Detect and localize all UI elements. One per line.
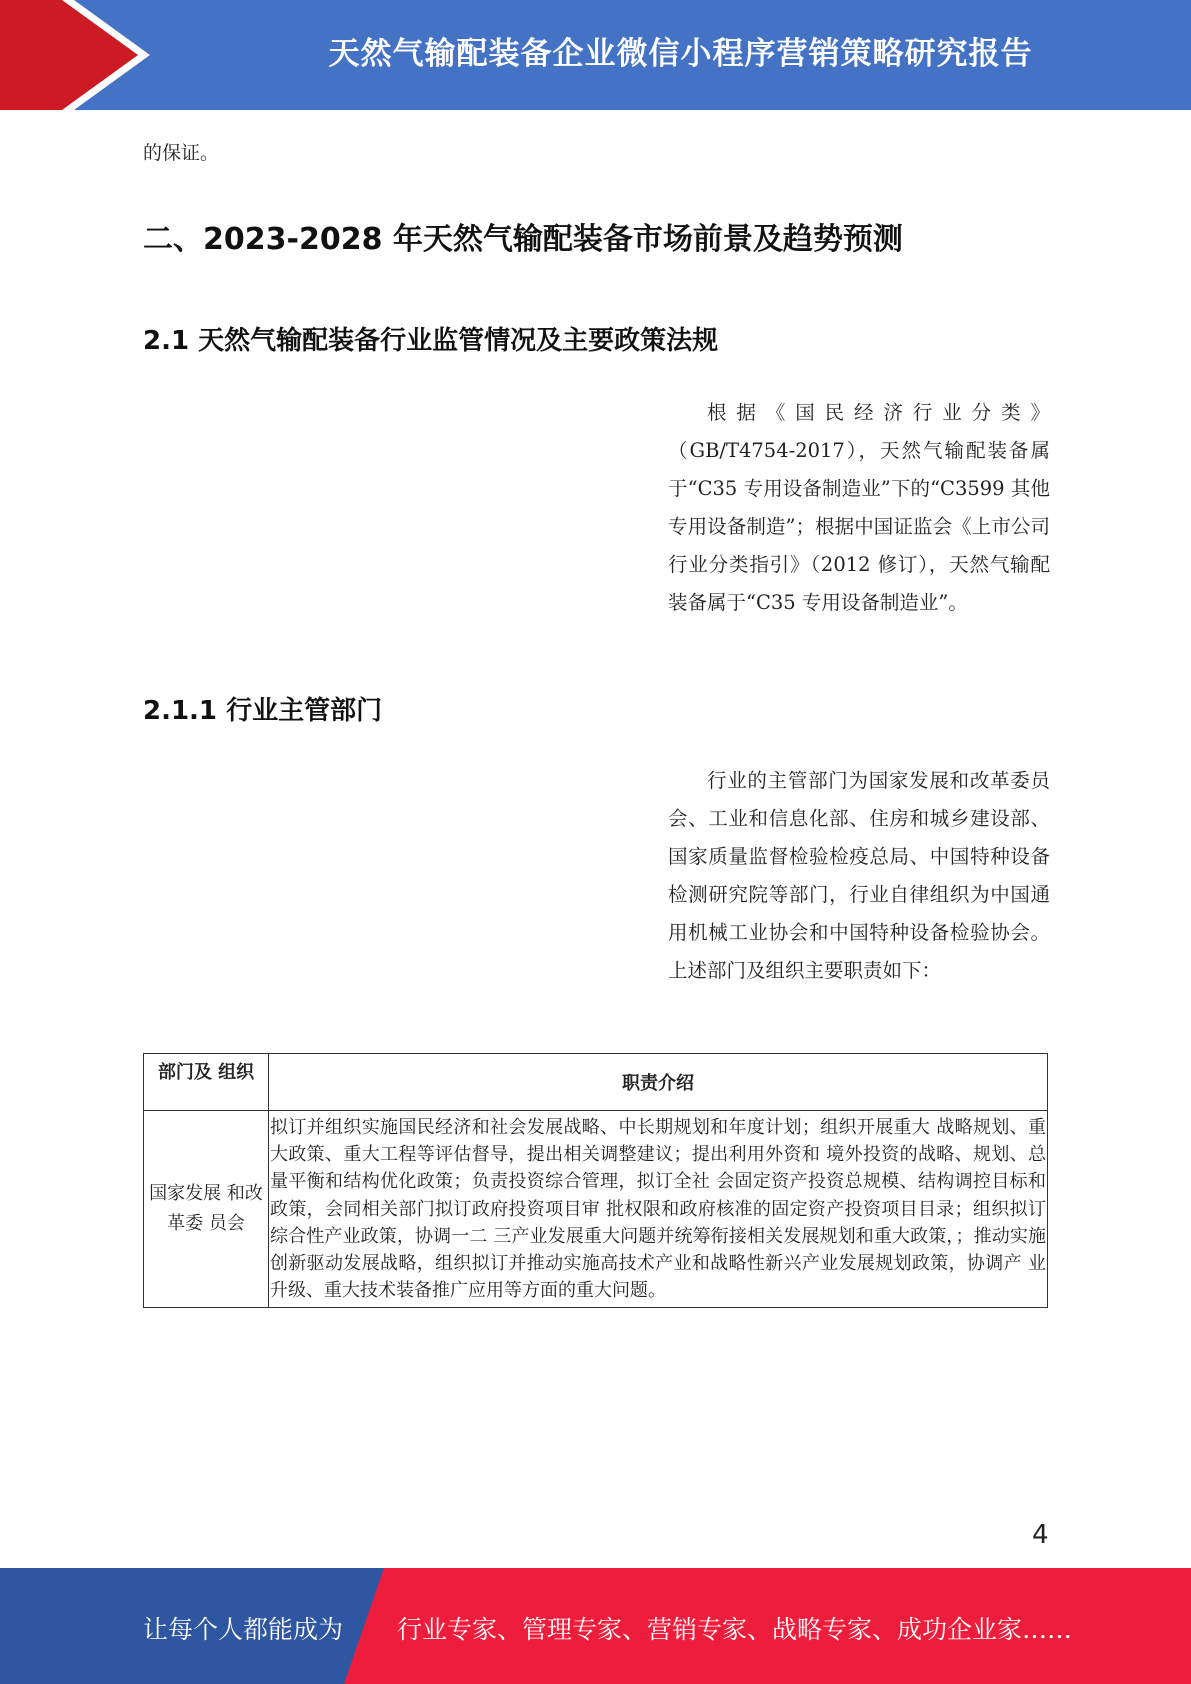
page-number: 4 <box>1032 1520 1049 1550</box>
responsibility-table <box>143 1053 1048 1308</box>
header-red-chevron-decoration <box>0 0 150 110</box>
footer-slogan-left: 让每个人都能成为 <box>143 1615 344 1644</box>
subsubsection-paragraph: 行业的主管部门为国家发展和改革委员会、工业和信息化部、住房和城乡建设部、国家质量监督检验检疫总局、中国特种设备检测研究院等部门，行业自律组织为中国通用机械工业协会和中国特种设备检验协会。上述部门及组织主要职责如下： <box>668 769 1050 982</box>
footer-slogan-right: 行业专家、管理专家、营销专家、战略专家、成功企业家…… <box>397 1615 1073 1644</box>
continued-text: 的保证。 <box>143 142 220 164</box>
subsubsection-heading: 2.1.1 行业主管部门 <box>143 696 383 726</box>
section-heading: 二、2023-2028 年天然气输配装备市场前景及趋势预测 <box>143 222 903 257</box>
table-row <box>144 1111 1048 1308</box>
subsection-paragraph: 根据《国民经济行业分类》（GB/T4754-2017），天然气输配装备属于“C35 专用设备制造业”下的“C3599 其他专用设备制造”；根据中国证监会《上市公司行业分类指引》（2012 修订），天然气输配装备属于“C35 专用设备制造业”。 <box>668 401 1050 614</box>
report-title: 天然气输配装备企业微信小程序营销策略研究报告 <box>328 36 1033 72</box>
table-header-dept: 部门及 组织 <box>144 1054 269 1111</box>
page-header <box>0 0 1191 110</box>
subsection-heading: 2.1 天然气输配装备行业监管情况及主要政策法规 <box>143 326 719 356</box>
table-cell-desc: 拟订并组织实施国民经济和社会发展战略、中长期规划和年度计划；组织开展重大 战略规划、重大政策、重大工程等评估督导，提出相关调整建议；提出利用外资和 境外投资的战略、规划、总量平衡和结构优化政策；负责投资综合管理，拟订全社 会固定资产投资总规模、结构调控目标和政策，会同相关部门拟订政府投资项目审 批权限和政府核准的固定资产投资项目目录；组织拟订综合性产业政策，协调一二 三产业发展重大问题并统筹衔接相关发展规划和重大政策，；推动实施创新驱动发展战略，组织拟订并推动实施高技术产业和战略性新兴产业发展规划政策，协调产 业升级、重大技术装备推广应用等方面的重大问题。 <box>269 1111 1048 1308</box>
table-header-row <box>144 1054 1048 1111</box>
table-cell-dept: 国家发展 和改革委 员会 <box>144 1111 269 1308</box>
page-footer <box>0 1568 1191 1684</box>
table-header-duty: 职责介绍 <box>269 1054 1048 1111</box>
